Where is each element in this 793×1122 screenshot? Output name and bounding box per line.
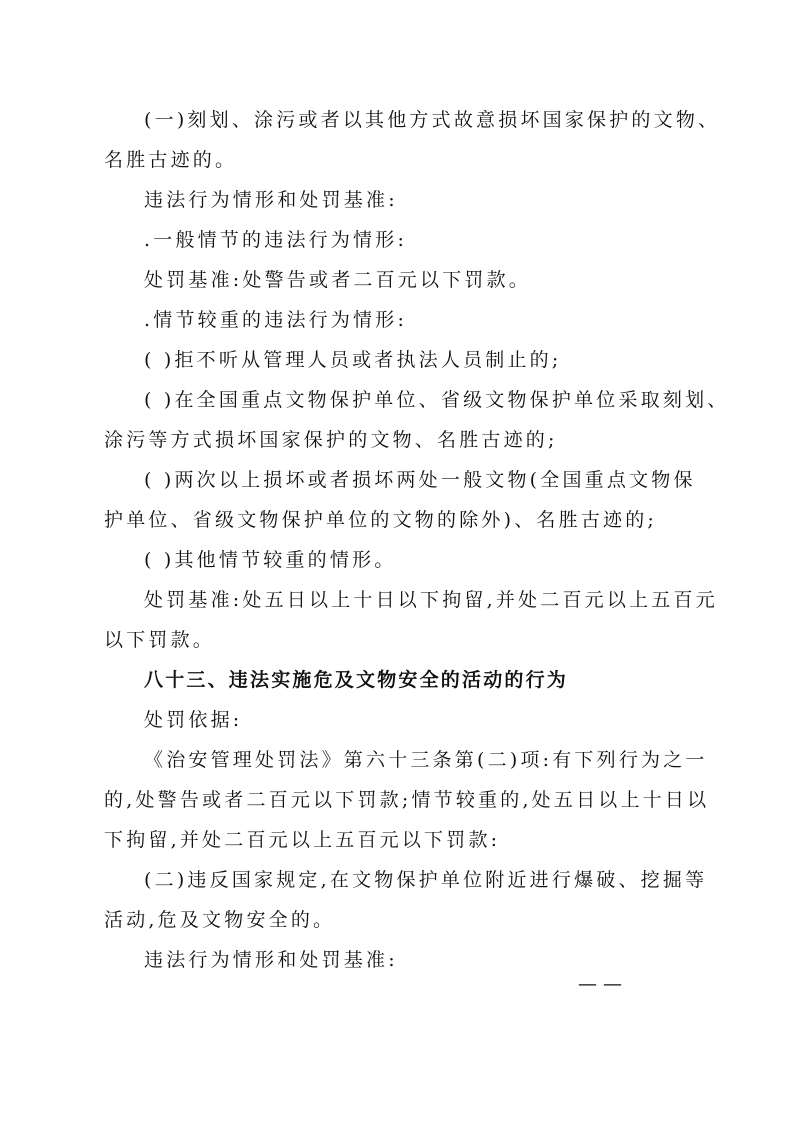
paragraph-line: ( )拒不听从管理人员或者执法人员制止的; <box>144 349 562 371</box>
paragraph-line: 以下罚款。 <box>104 629 216 651</box>
paragraph-line: .情节较重的违法行为情形: <box>144 309 408 331</box>
paragraph-line: 违法行为情形和处罚基准: <box>144 189 398 211</box>
paragraph-line: 处罚依据: <box>144 709 243 731</box>
paragraph-line: (二)违反国家规定,在文物保护单位附近进行爆破、挖掘等 <box>144 869 708 891</box>
paragraph-line: ( )在全国重点文物保护单位、省级文物保护单位采取刻划、 <box>144 389 730 411</box>
paragraph-line: ( )两次以上损坏或者损坏两处一般文物(全国重点文物保 <box>144 469 696 491</box>
paragraph-line: .一般情节的违法行为情形: <box>144 229 408 251</box>
paragraph-line: (一)刻划、涂污或者以其他方式故意损坏国家保护的文物、 <box>144 109 721 131</box>
paragraph-line: 的,处警告或者二百元以下罚款;情节较重的,处五日以上十日以 <box>104 789 710 811</box>
paragraph-line: 违法行为情形和处罚基准: <box>144 949 398 971</box>
paragraph-line: ( )其他情节较重的情形。 <box>144 549 397 571</box>
paragraph-line: 下拘留,并处二百元以上五百元以下罚款: <box>104 829 501 851</box>
paragraph-line: 活动,危及文物安全的。 <box>104 909 336 931</box>
paragraph-line: 《治安管理处罚法》第六十三条第(二)项:有下列行为之一 <box>144 749 708 771</box>
page-number: — — <box>578 973 623 995</box>
paragraph-line: 名胜古迹的。 <box>104 149 238 171</box>
paragraph-line: 处罚基准:处警告或者二百元以下罚款。 <box>144 269 532 291</box>
paragraph-line: 涂污等方式损坏国家保护的文物、名胜古迹的; <box>104 429 558 451</box>
paragraph-line: 护单位、省级文物保护单位的文物的除外)、名胜古迹的; <box>104 509 658 531</box>
paragraph-line: 处罚基准:处五日以上十日以下拘留,并处二百元以上五百元 <box>144 589 718 611</box>
section-heading: 八十三、违法实施危及文物安全的活动的行为 <box>144 669 569 691</box>
